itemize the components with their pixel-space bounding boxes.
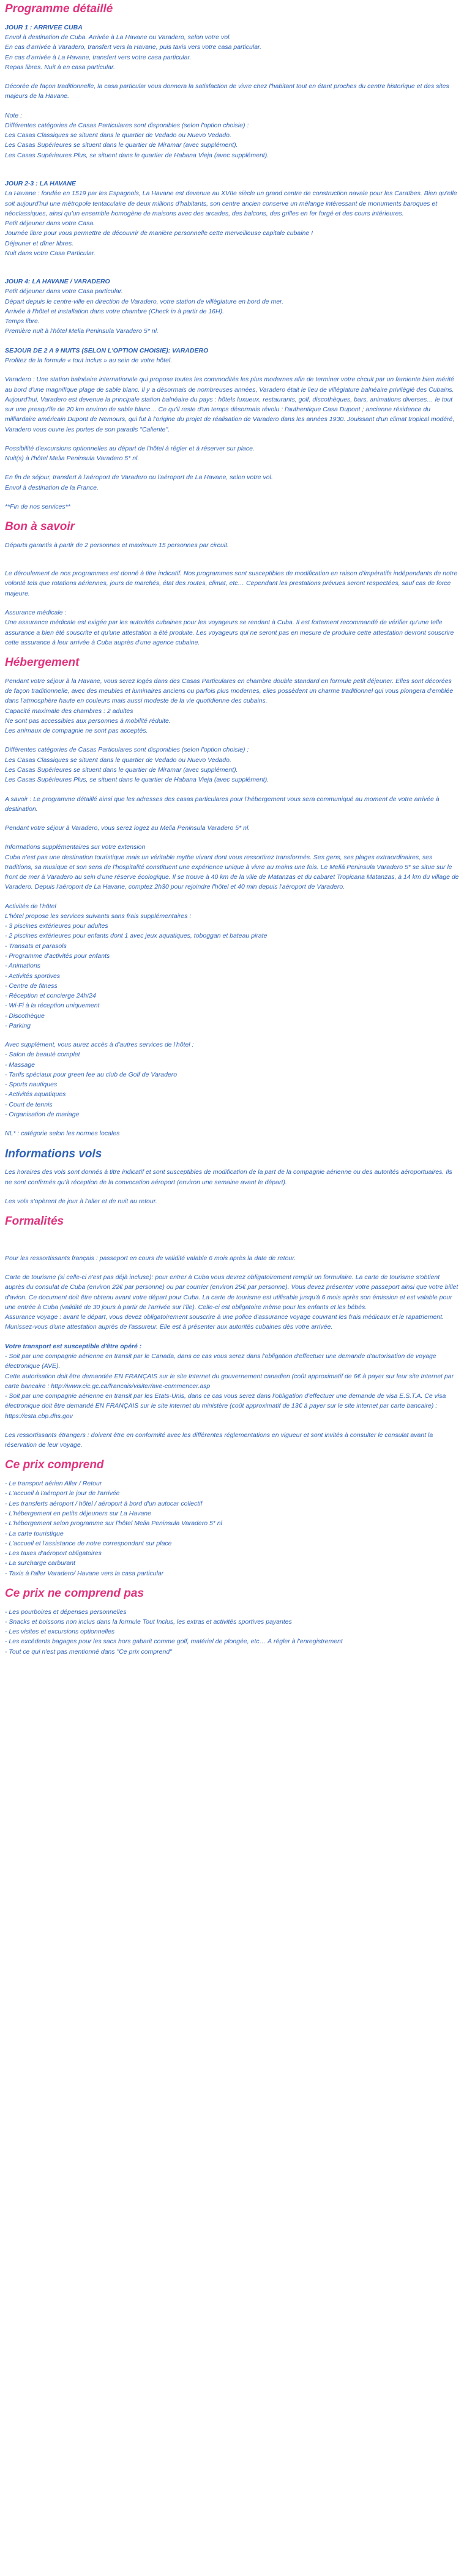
list-item: - Les transferts aéroport / hôtel / aéroport à bord d'un autocar collectif — [5, 1499, 203, 1507]
paragraph — [5, 559, 459, 569]
section-subheading: JOUR 4: LA HAVANE / VARADERO — [5, 278, 110, 286]
paragraph — [5, 72, 459, 81]
paragraph: Différentes catégories de Casas Particulares sont disponibles (selon l'option choisie) : — [5, 121, 249, 129]
section-body — [5, 540, 459, 648]
paragraph — [5, 1332, 459, 1342]
paragraph: Envol à destination de Cuba. Arrivée à La Havane ou Varadero, selon votre vol. — [5, 34, 231, 42]
paragraph — [5, 435, 459, 444]
paragraph: Pour les ressortissants français : passeport en cours de validité valable 6 mois après la date de retour. — [5, 1254, 296, 1262]
paragraph: Les Casas Supérieures Plus, se situent dans le quartier de Habana Vieja (avec supplément). — [5, 776, 269, 784]
paragraph: Profitez de la formule « tout inclus » au sein de votre hôtel. — [5, 356, 173, 364]
list-item: - La carte touristique — [5, 1529, 64, 1537]
paragraph: Journée libre pour vous permettre de découvrir de manière personnelle cette merveilleuse capitale cubaine ! — [5, 230, 313, 237]
paragraph: Nuit dans votre Casa Particular. — [5, 249, 95, 257]
paragraph — [5, 267, 459, 277]
paragraph — [5, 1187, 459, 1197]
paragraph: Les animaux de compagnie ne sont pas acceptés. — [5, 727, 148, 735]
section-title: Bon à savoir — [5, 520, 75, 534]
paragraph: Les ressortissants étrangers : doivent être en conformité avec les différentes réglementations en vigueur et sont invités à consulter le consulat avant la réservation de leur voyage. — [5, 1431, 433, 1449]
paragraph: NL* : catégorie selon les normes locales — [5, 1130, 120, 1138]
paragraph: Une assurance médicale est exigée par les autorités cubaines pour les voyageurs se rendant à Cuba. Il est fortement recommandé de vérifier qu'une telle assurance a bien été souscrite et qu'une attestation a été produite. Les voyageurs qui ne seront pas en mesure de produire cette attestation devront souscrire cette assurance à leur arrivée à Cuba auprès d'une agence cubaine. — [5, 619, 454, 646]
paragraph: - Transats et parasols — [5, 942, 67, 950]
paragraph: En fin de séjour, transfert à l'aéroport de Varadero ou l'aéroport de La Havane, selon votre vol. — [5, 474, 273, 482]
paragraph: - Activités aquatiques — [5, 1091, 66, 1099]
section-title: Hébergement — [5, 656, 80, 670]
paragraph: - Activités sportives — [5, 972, 61, 980]
paragraph: - Centre de fitness — [5, 982, 58, 990]
paragraph: En cas d'arrivée à La Havane, transfert vers votre casa particular. — [5, 53, 192, 61]
section-body — [5, 676, 459, 1139]
section-title: Ce prix comprend — [5, 1458, 104, 1472]
paragraph — [5, 814, 459, 823]
section-title: Programme détaillé — [5, 2, 113, 15]
paragraph — [5, 892, 459, 902]
list-item: - La surcharge carburant — [5, 1559, 75, 1567]
list-item: - Les pourboires et dépenses personnelles — [5, 1608, 127, 1616]
paragraph — [5, 1244, 459, 1253]
section-title: Formalités — [5, 1215, 64, 1228]
section-subheading: JOUR 2-3 : LA HAVANE — [5, 179, 76, 187]
paragraph: - Wi-Fi à la réception uniquement — [5, 1002, 100, 1010]
bullet-list — [5, 1607, 459, 1657]
bullet-list — [5, 1479, 459, 1578]
paragraph: - 2 piscines extérieures pour enfants dont 1 avec jeux aquatiques, toboggan et bateau pirate — [5, 932, 268, 940]
paragraph: - Court de tennis — [5, 1100, 53, 1108]
paragraph: - Soit par une compagnie aérienne en transit par le Canada, dans ce cas vous serez dans l'obligation d'effectuer une demande d'autorisation de voyage électronique (AVE). — [5, 1353, 436, 1370]
paragraph: Ne sont pas accessibles aux personnes à mobilité réduite. — [5, 717, 171, 725]
section-subheading: JOUR 1 : ARRIVEE CUBA — [5, 23, 83, 31]
paragraph: - Tarifs spéciaux pour green fee au club de Golf de Varadero — [5, 1070, 178, 1078]
paragraph: Repas libres. Nuit à en casa particular. — [5, 63, 115, 71]
paragraph: Informations supplémentaires sur votre extension — [5, 843, 146, 851]
paragraph — [5, 833, 459, 842]
paragraph: Première nuit à l'hôtel Melia Peninsula Varadero 5* nl. — [5, 327, 159, 335]
paragraph: Capacité maximale des chambres : 2 adultes — [5, 707, 133, 715]
paragraph: - Discothèque — [5, 1012, 45, 1020]
paragraph — [5, 599, 459, 608]
paragraph — [5, 170, 459, 179]
paragraph — [5, 160, 459, 170]
section-subheading: SEJOUR DE 2 A 9 NUITS (SELON L'OPTION CHOISIE): VARADERO — [5, 346, 209, 354]
paragraph: Envol à destination de la France. — [5, 483, 99, 491]
list-item: - Les taxes d'aéroport obligatoires — [5, 1550, 102, 1558]
paragraph: Les horaires des vols sont donnés à titre indicatif et sont susceptibles de modification de la part de la compagnie aérienne ou des autorités aéroportuaires. Ils ne sont confirmés qu'à réception de la convocation aéroport (environ une semaine avant le départ). — [5, 1168, 452, 1186]
paragraph — [5, 1235, 459, 1244]
paragraph: Pendant votre séjour à la Havane, vous serez logés dans des Casas Particulares en chambre double standard en formule petit déjeuner. Elles sont décorées de façon traditionnelle, avec des meubles et luminaires anciens ou parfois plus modernes, elles possèdent un charme traditionnel qui vous plongera d'emblée dans l'atmosphère haute en couleurs mais aussi modeste de la vie quotidienne des cubains. — [5, 677, 454, 705]
paragraph — [5, 1263, 459, 1272]
paragraph: Nuit(s) à l'hôtel Melia Peninsula Varadero 5* nl. — [5, 455, 140, 463]
paragraph: - Sports nautiques — [5, 1081, 58, 1089]
paragraph: En cas d'arrivée à Varadero, transfert vers la Havane, puis taxis vers votre casa particular. — [5, 43, 262, 51]
list-item: - Taxis à l'aller Varadero/ Havane vers la casa particular — [5, 1569, 164, 1577]
paragraph: - Parking — [5, 1021, 31, 1029]
paragraph — [5, 102, 459, 111]
paragraph — [5, 1421, 459, 1430]
list-item: - Les excédents bagages pour les sacs hors gabarit comme golf, matériel de plongée, etc… À régler à l'enregistrement — [5, 1638, 343, 1646]
paragraph: - 3 piscines extérieures pour adultes — [5, 922, 108, 930]
list-item: - L'accueil à l'aéroport le jour de l'arrivée — [5, 1490, 120, 1498]
paragraph — [5, 493, 459, 502]
paragraph: La Havane : fondée en 1519 par les Espagnols, La Havane est devenue au XVIIe siècle un grand centre de construction navale pour les Caraïbes. Bien qu'elle soit aujourd'hui une métropole tentaculaire de deux millions d'habitants, son centre ancien conserve un mélange intéressant de monuments baroques et néoclassiques, ainsi qu'un ensemble homogène de maisons avec des arcades, des balcons, des grilles en fer forgé et des cours intérieures. — [5, 190, 457, 217]
list-item: - L'hébergement selon programme sur l'hôtel Melia Peninsula Varadero 5* nl — [5, 1520, 222, 1528]
list-item: - L'hébergement en petits déjeuners sur La Havane — [5, 1510, 151, 1517]
paragraph — [5, 785, 459, 794]
paragraph: Cuba n'est pas une destination touristique mais un véritable mythe vivant dont vous ressortirez transformés. Ses gens, ses plages extraordinaires, ses traditions, sa musique et son sens de l'hospitalité constituent une expérience unique à vivre au moins une fois. Le Meliá Peninsula Varadero 5* se situe sur le front de mer à Varadero au sein d'une réserve écologique. Il se trouve à 40 km de la ville de Matanzas et du cabaret Tropicana Matanzas, à 14 km du village de Varadero. Depuis l'aéroport de La Havane, comptez 2h30 pour rejoindre l'hôtel et 40 min depuis l'aéroport de Varadero. — [5, 853, 459, 891]
paragraph: Départs garantis à partir de 2 personnes et maximum 15 personnes par circuit. — [5, 541, 229, 549]
paragraph: - Réception et concierge 24h/24 — [5, 992, 96, 1000]
paragraph: - Massage — [5, 1061, 36, 1069]
section-body — [5, 23, 459, 512]
section-title: Informations vols — [5, 1147, 102, 1160]
paragraph — [5, 736, 459, 745]
paragraph: Départ depuis le centre-ville en direction de Varadero, votre station de villégiature en bord de mer. — [5, 297, 284, 305]
paragraph: - Programme d'activités pour enfants — [5, 952, 110, 960]
paragraph: Le déroulement de nos programmes est donné à titre indicatif. Nos programmes sont susceptibles de modification en raison d'impératifs indépendants de notre volonté tels que rotations aériennes, jours de marchés, état des routes, climat, etc… Cependant les prestations prévues seront respectées, sauf cas de force majeure. — [5, 570, 458, 597]
paragraph: Cette autorisation doit être demandée EN FRANÇAIS sur le site Internet du gouvernement canadien (coût approximatif de 6€ à payer sur leur site Internet par carte bancaire : http://www.cic.gc.ca/francais/visiter/ave-commencer.asp — [5, 1372, 454, 1390]
paragraph: Possibilité d'excursions optionnelles au départ de l'hôtel à régler et à réserver sur place. — [5, 444, 255, 452]
paragraph — [5, 550, 459, 559]
paragraph: **Fin de nos services** — [5, 502, 70, 510]
paragraph: Petit déjeuner dans votre Casa particular. — [5, 288, 123, 296]
paragraph: Les Casas Supérieures se situent dans le quartier de Miramar (avec supplément). — [5, 766, 238, 774]
paragraph: Note : — [5, 111, 23, 119]
paragraph: Les Casas Supérieures Plus, se situent dans le quartier de Habana Vieja (avec supplément). — [5, 151, 269, 159]
paragraph: Déjeuner et dîner libres. — [5, 239, 74, 247]
paragraph: Assurance médicale : — [5, 609, 67, 617]
paragraph — [5, 365, 459, 375]
paragraph: - Animations — [5, 962, 40, 970]
paragraph: Assurance voyage : avant le départ, vous devez obligatoirement souscrire à une police d'assurance voyage couvrant les frais médicaux et le rapatriement. Munissez-vous d'une attestation auprès de l'assureur. Elle est à présenter aux autorités cubaines dès votre arrivée. — [5, 1313, 444, 1331]
paragraph: - Organisation de mariage — [5, 1110, 80, 1118]
paragraph: Temps libre. — [5, 318, 40, 326]
section-subheading: Votre transport est susceptible d'être opéré : — [5, 1342, 142, 1350]
list-item: - Les visites et excursions optionnelles — [5, 1628, 115, 1636]
list-item: - Snacks et boissons non inclus dans la formule Tout Inclus, les extras et activités sportives payantes — [5, 1618, 292, 1626]
paragraph: Les Casas Classiques se situent dans le quartier de Vedado ou Nuevo Vedado. — [5, 132, 231, 140]
section-body — [5, 1235, 459, 1450]
paragraph: - Soit par une compagnie aérienne en transit par les Etats-Unis, dans ce cas vous serez dans l'obligation d'effectuer une demande de visa E.S.T.A. Ce visa électronique doit être demandé EN FRANÇAIS sur le site internet du ministère (coût approximatif de 13€ à payer sur le site internet par carte bancaire) : https://esta.cbp.dhs.gov — [5, 1392, 446, 1420]
paragraph — [5, 463, 459, 472]
paragraph: Carte de tourisme (si celle-ci n'est pas déjà incluse): pour entrer à Cuba vous devrez obligatoirement remplir un formulaire. La carte de tourisme s'obtient auprès du consulat de Cuba (environ 22€ par personne) ou par courrier (environ 25€ par personne). Vous devez présenter votre passeport ainsi que votre billet d'avion. Ce document doit être obtenu avant votre départ pour Cuba. La carte de tourisme est utilisable jusqu'à 6 mois après son émission et est valable pour une entrée à Cuba (validité de 30 jours à partir de l'arrivée sur l'île). Celle-ci est obligatoire même pour les enfants et les bébés. — [5, 1274, 458, 1311]
section-body — [5, 1167, 459, 1206]
paragraph: Avec supplément, vous aurez accès à d'autres services de l'hôtel : — [5, 1041, 194, 1049]
paragraph: Pendant votre séjour à Varadero, vous serez logez au Melia Peninsula Varadero 5* nl. — [5, 824, 250, 832]
paragraph: Petit déjeuner dans votre Casa. — [5, 220, 95, 228]
paragraph: Les Casas Classiques se situent dans le quartier de Vedado ou Nuevo Vedado. — [5, 756, 231, 764]
list-item: - Tout ce qui n'est pas mentionné dans "Ce prix comprend" — [5, 1648, 172, 1656]
paragraph — [5, 1119, 459, 1129]
paragraph — [5, 1031, 459, 1040]
paragraph — [5, 258, 459, 267]
list-item: - Le transport aérien Aller / Retour — [5, 1480, 102, 1488]
paragraph: L'hôtel propose les services suivants sans frais supplémentaires : — [5, 912, 192, 920]
paragraph: Les vols s'opèrent de jour à l'aller et de nuit au retour. — [5, 1197, 157, 1205]
paragraph: Les Casas Supérieures se situent dans le quartier de Miramar (avec supplément). — [5, 141, 238, 149]
paragraph: Arrivée à l'hôtel et installation dans votre chambre (Check in à partir de 16H). — [5, 307, 225, 315]
paragraph: Varadero : Une station balnéaire internationale qui propose toutes les commodités les plus modernes afin de terminer votre circuit par un farniente bien mérité au bord d'une magnifique plage de sable blanc. Il y a désormais de nombreuses années, Varadero était le lieu de villégiature balnéaire privilégié des Cubains. Aujourd'hui, Varadero est devenue la principale station balnéaire du pays : hôtels luxueux, restaurants, golf, discothèques, bars, animations diverses… le tout sur une presqu'île de 20 km environ de sable blanc… Ce qu'il reste d'un temps désormais révolu : l'authentique Casa Dupont ; ancienne résidence du milliardaire américain Dupont de Nemours, qui fut à l'origine du projet de réalisation de Varadero dans les années 1930. Jouissant d'un climat tropical modéré, Varadero vous ouvre les portes de son paradis "Caliente". — [5, 376, 455, 433]
paragraph: A savoir : Le programme détaillé ainsi que les adresses des casas particulares pour l'hébergement vous sera communiqué au moment de votre arrivée à destination. — [5, 795, 440, 813]
list-item: - L'accueil et l'assistance de notre correspondant sur place — [5, 1539, 172, 1547]
section-title: Ce prix ne comprend pas — [5, 1586, 144, 1600]
paragraph: Décorée de façon traditionnelle, la casa particular vous donnera la satisfaction de vivre chez l'habitant tout en étant proches du centre historique et des sites majeurs de la Havane. — [5, 83, 449, 100]
paragraph: Activités de l'hôtel — [5, 902, 56, 910]
paragraph: Différentes catégories de Casas Particulares sont disponibles (selon l'option choisie) : — [5, 746, 249, 754]
paragraph — [5, 337, 459, 346]
paragraph: - Salon de beauté complet — [5, 1051, 80, 1059]
